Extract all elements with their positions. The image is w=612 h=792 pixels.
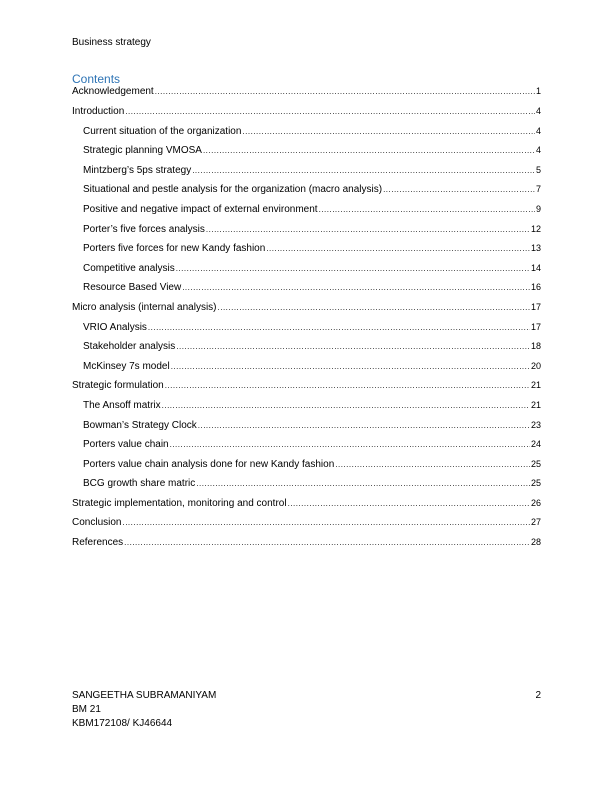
toc-dot-leader bbox=[171, 361, 530, 372]
toc-entry[interactable] bbox=[72, 204, 541, 224]
toc-entry-title: Porters value chain analysis done for new Kandy fashion bbox=[83, 458, 335, 470]
toc-entry-page-number: 18 bbox=[530, 341, 541, 352]
toc-entry-page-number: 5 bbox=[535, 164, 541, 175]
toc-entry-page-number: 17 bbox=[530, 321, 541, 332]
toc-entry[interactable] bbox=[72, 459, 541, 479]
toc-entry-page-number: 21 bbox=[530, 380, 541, 391]
toc-dot-leader bbox=[176, 341, 530, 352]
toc-dot-leader bbox=[288, 498, 530, 509]
toc-entry-page-number: 9 bbox=[535, 203, 541, 214]
toc-entry[interactable] bbox=[72, 184, 541, 204]
toc-dot-leader bbox=[125, 106, 535, 117]
toc-entry[interactable] bbox=[72, 106, 541, 126]
toc-entry-title: Conclusion bbox=[72, 517, 122, 529]
toc-entry-page-number: 12 bbox=[530, 223, 541, 234]
toc-entry-page-number: 25 bbox=[530, 458, 541, 469]
toc-dot-leader bbox=[165, 380, 530, 391]
toc-entry[interactable] bbox=[72, 498, 541, 518]
toc-entry-title: Bowman’s Strategy Clock bbox=[83, 419, 197, 431]
toc-dot-leader bbox=[206, 224, 530, 235]
toc-entry-title: VRIO Analysis bbox=[83, 321, 147, 333]
toc-dot-leader bbox=[383, 184, 535, 195]
toc-entry-title: Situational and pestle analysis for the organization (macro analysis) bbox=[83, 184, 383, 196]
toc-entry-title: Strategic planning VMOSA bbox=[83, 145, 202, 157]
toc-entry-title: Micro analysis (internal analysis) bbox=[72, 301, 217, 313]
toc-entry-title: Porters five forces for new Kandy fashion bbox=[83, 243, 266, 255]
toc-entry-page-number: 23 bbox=[530, 419, 541, 430]
toc-entry[interactable] bbox=[72, 86, 541, 106]
toc-entry-title: Strategic formulation bbox=[72, 380, 164, 392]
toc-entry[interactable] bbox=[72, 420, 541, 440]
toc-dot-leader bbox=[242, 126, 535, 137]
toc-entry[interactable] bbox=[72, 517, 541, 537]
toc-dot-leader bbox=[203, 145, 535, 156]
page-footer bbox=[72, 689, 541, 731]
toc-entry-page-number: 25 bbox=[530, 478, 541, 489]
footer-author-name: SANGEETHA SUBRAMANIYAM bbox=[72, 690, 217, 701]
toc-entry-title: References bbox=[72, 537, 124, 549]
toc-dot-leader bbox=[122, 517, 530, 528]
toc-entry-title: BCG growth share matric bbox=[83, 478, 196, 490]
table-of-contents bbox=[72, 86, 541, 557]
toc-dot-leader bbox=[124, 537, 530, 548]
toc-entry[interactable] bbox=[72, 302, 541, 322]
toc-entry-page-number: 27 bbox=[530, 517, 541, 528]
toc-entry-title: Stakeholder analysis bbox=[83, 341, 176, 353]
toc-entry-page-number: 4 bbox=[535, 125, 541, 136]
toc-entry[interactable] bbox=[72, 243, 541, 263]
toc-entry[interactable] bbox=[72, 145, 541, 165]
toc-dot-leader bbox=[196, 478, 530, 489]
toc-entry[interactable] bbox=[72, 380, 541, 400]
toc-dot-leader bbox=[218, 302, 530, 313]
toc-entry[interactable] bbox=[72, 361, 541, 381]
toc-dot-leader bbox=[319, 204, 535, 215]
toc-entry-page-number: 24 bbox=[530, 439, 541, 450]
toc-entry[interactable] bbox=[72, 400, 541, 420]
toc-entry-page-number: 26 bbox=[530, 497, 541, 508]
toc-entry-page-number: 28 bbox=[530, 537, 541, 548]
toc-dot-leader bbox=[198, 420, 530, 431]
toc-dot-leader bbox=[162, 400, 530, 411]
toc-entry-title: Porters value chain bbox=[83, 439, 169, 451]
toc-entry-title: Mintzberg’s 5ps strategy bbox=[83, 164, 192, 176]
toc-title: Contents bbox=[72, 72, 121, 86]
toc-entry-page-number: 20 bbox=[530, 360, 541, 371]
toc-entry[interactable] bbox=[72, 439, 541, 459]
toc-entry-title: Positive and negative impact of external environment bbox=[83, 203, 318, 215]
toc-entry[interactable] bbox=[72, 165, 541, 185]
toc-entry-title: Resource Based View bbox=[83, 282, 182, 294]
toc-entry[interactable] bbox=[72, 282, 541, 302]
toc-dot-leader bbox=[182, 282, 530, 293]
footer-batch: BM 21 bbox=[72, 704, 101, 715]
toc-dot-leader bbox=[176, 263, 530, 274]
toc-entry-page-number: 21 bbox=[530, 399, 541, 410]
toc-dot-leader bbox=[335, 459, 530, 470]
toc-entry-page-number: 4 bbox=[535, 106, 541, 116]
toc-entry-title: Acknowledgement bbox=[72, 86, 154, 97]
toc-entry[interactable] bbox=[72, 126, 541, 146]
footer-ids: KBM172108/ KJ46644 bbox=[72, 718, 173, 729]
toc-entry-title: McKinsey 7s model bbox=[83, 360, 170, 372]
page-header: Business strategy bbox=[72, 37, 151, 48]
toc-entry-page-number: 14 bbox=[530, 262, 541, 273]
toc-entry-page-number: 13 bbox=[530, 243, 541, 254]
toc-entry-page-number: 17 bbox=[530, 301, 541, 312]
toc-entry[interactable] bbox=[72, 537, 541, 557]
toc-entry-title: The Ansoff matrix bbox=[83, 399, 161, 411]
toc-entry[interactable] bbox=[72, 263, 541, 283]
toc-dot-leader bbox=[192, 165, 535, 176]
toc-dot-leader bbox=[170, 439, 530, 450]
toc-entry-title: Porter’s five forces analysis bbox=[83, 223, 205, 235]
toc-entry-title: Strategic implementation, monitoring and control bbox=[72, 497, 287, 509]
toc-entry-page-number: 4 bbox=[535, 145, 541, 156]
footer-page-number: 2 bbox=[535, 690, 541, 701]
toc-entry-title: Competitive analysis bbox=[83, 262, 175, 274]
toc-entry[interactable] bbox=[72, 478, 541, 498]
toc-entry-page-number: 7 bbox=[535, 184, 541, 195]
toc-dot-leader bbox=[266, 243, 530, 254]
toc-entry[interactable] bbox=[72, 322, 541, 342]
toc-entry-page-number: 1 bbox=[535, 86, 541, 96]
toc-dot-leader bbox=[148, 322, 530, 333]
toc-entry[interactable] bbox=[72, 224, 541, 244]
toc-entry[interactable] bbox=[72, 341, 541, 361]
toc-dot-leader bbox=[155, 86, 535, 97]
toc-entry-title: Current situation of the organization bbox=[83, 125, 242, 137]
toc-entry-page-number: 16 bbox=[530, 282, 541, 293]
toc-entry-title: Introduction bbox=[72, 106, 125, 117]
